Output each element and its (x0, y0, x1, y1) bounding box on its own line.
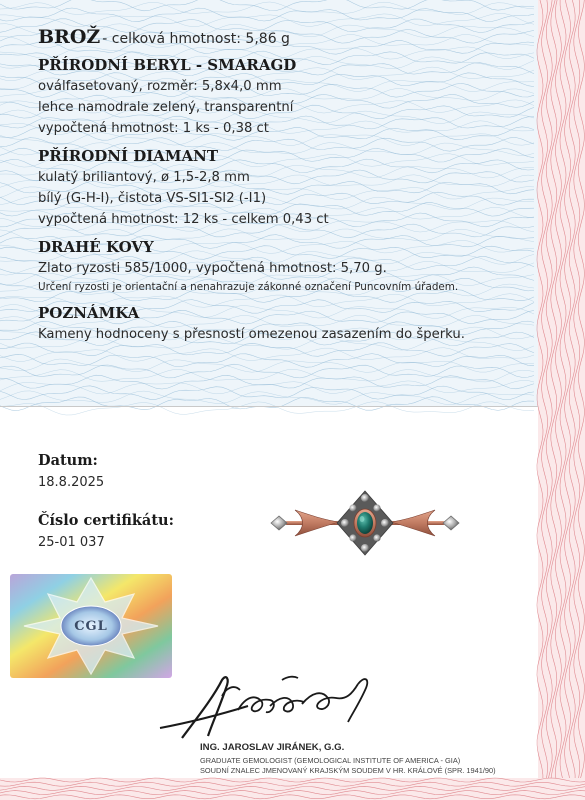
section-beryl (38, 56, 528, 139)
section-divider (0, 406, 538, 407)
section-heading: PŘÍRODNÍ BERYL - SMARAGD (38, 56, 297, 74)
date-label: Datum: (38, 452, 98, 469)
detail-line: vypočtená hmotnost: 12 ks - celkem 0,43 ct (38, 212, 329, 227)
section-note (38, 304, 528, 345)
item-title: BROŽ (38, 26, 101, 48)
section-heading: DRAHÉ KOVY (38, 238, 154, 256)
section-metals (38, 238, 528, 296)
detail-line: bílý (G-H-I), čistota VS-SI1-SI2 (-I1) (38, 191, 267, 206)
signer-credential: GRADUATE GEMOLOGIST (GEMOLOGICAL INSTITUTE OF AMERICA - GIA) (200, 756, 461, 765)
section-heading: POZNÁMKA (38, 304, 140, 322)
hologram-logo: CGL (74, 618, 108, 634)
date-value: 18.8.2025 (38, 475, 105, 490)
brooch-image (265, 488, 465, 558)
section-diamond (38, 147, 528, 230)
signer-name: ING. JAROSLAV JIRÁNEK, G.G. (200, 742, 345, 753)
certificate-meta (38, 452, 174, 550)
fineness-note: Určení ryzosti je orientační a nenahrazuje zákonné označení Puncovním úřadem. (38, 281, 459, 293)
signature-image (152, 666, 402, 746)
item-total-weight: - celková hmotnost: 5,86 g (102, 31, 290, 47)
cert-number-label: Číslo certifikátu: (38, 512, 174, 529)
hologram-seal (10, 574, 172, 678)
detail-line: oválfasetovaný, rozměr: 5,8x4,0 mm (38, 79, 282, 94)
detail-line: lehce namodrale zelený, transparentní (38, 100, 294, 115)
signer-block (200, 742, 496, 776)
signer-court-appointment: SOUDNÍ ZNALEC JMENOVANÝ KRAJSKÝM SOUDEM V HR. KRÁLOVÉ (SPR. 1941/90) (200, 766, 496, 775)
detail-line: Zlato ryzosti 585/1000, vypočtená hmotnost: 5,70 g. (38, 261, 387, 276)
detail-line: Kameny hodnoceny s přesností omezenou zasazením do šperku. (38, 327, 465, 342)
section-heading: PŘÍRODNÍ DIAMANT (38, 147, 219, 165)
detail-line: kulatý briliantový, ø 1,5-2,8 mm (38, 170, 250, 185)
gem-details (38, 26, 528, 345)
detail-line: vypočtená hmotnost: 1 ks - 0,38 ct (38, 121, 269, 136)
item-heading (38, 26, 528, 48)
cert-number-value: 25-01 037 (38, 535, 105, 550)
